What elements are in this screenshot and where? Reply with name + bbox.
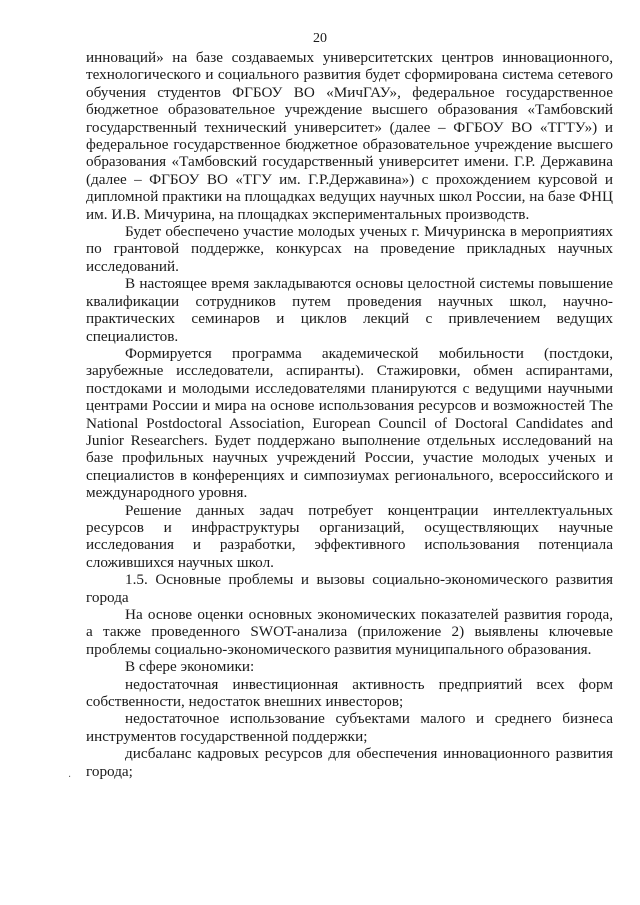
list-item: недостаточное использование субъектами малого и среднего бизнеса инструментов государственной поддержки; xyxy=(86,710,613,745)
page-number: 20 xyxy=(313,31,327,46)
section-heading: 1.5. Основные проблемы и вызовы социально-экономического развития города xyxy=(86,571,613,606)
list-item: недостаточная инвестиционная активность предприятий всех форм собственности, недостаток внешних инвесторов; xyxy=(86,675,613,711)
margin-mark: · xyxy=(68,772,72,783)
list-item: дисбаланс кадровых ресурсов для обеспечения инновационного развития города; xyxy=(86,745,613,780)
paragraph: Будет обеспечено участие молодых ученых г. Мичуринска в мероприятиях по грантовой поддержке, конкурсах на проведение прикладных научных исследований. xyxy=(86,223,613,275)
paragraph: В сфере экономики: xyxy=(125,658,255,676)
paragraph: Формируется программа академической мобильности (постдоки, зарубежные исследователи, аспиранты). Стажировки, обмен аспирантами, постдоками и молодыми исследователями планируются с ведущими научными центрами России и мира на основе использования ресурсов и возможностей The National Postdoctoral Association, European Council of Doctoral Candidates and Junior Researchers. Будет поддержано выполнение отдельных исследований на базе профильных научных учреждений России, участие молодых ученых и специалистов в конференциях и симпозиумах регионального, всероссийского и международного уровня. xyxy=(86,344,613,502)
paragraph: На основе оценки основных экономических показателей развития города, а также проведенного SWOT-анализа (приложение 2) выявлены ключевые проблемы социально-экономического развития муниципального образования. xyxy=(86,606,613,658)
paragraph: инноваций» на базе создаваемых университетских центров инновационного, технологического и социального развития будет сформирована система сетевого обучения студентов ФГБОУ ВО «МичГАУ», федеральное государственное бюджетное образовательное учреждение высшего образования «Тамбовский государственный технический университет» (далее – ФГБОУ ВО «ТГТУ») и федеральное государственное бюджетное образовательное учреждение высшего образования «Тамбовский государственный университет имени. Г.Р. Державина (далее – ФГБОУ ВО «ТГУ им. Г.Р.Державина») с прохождением курсовой и дипломной практики на площадках ведущих научных школ России, на базе ФНЦ им. И.В. Мичурина, на площадках экспериментальных производств. xyxy=(86,49,613,223)
paragraph: Решение данных задач потребует концентрации интеллектуальных ресурсов и инфраструктуры организаций, осуществляющих научные исследования и разработки, эффективного использования потенциала сложившихся научных школ. xyxy=(86,501,613,571)
document-body xyxy=(86,49,613,780)
paragraph: В настоящее время закладываются основы целостной системы повышение квалификации сотрудников путем проведения научных школ, научно-практических семинаров и циклов лекций с привлечением ведущих специалистов. xyxy=(86,275,613,345)
